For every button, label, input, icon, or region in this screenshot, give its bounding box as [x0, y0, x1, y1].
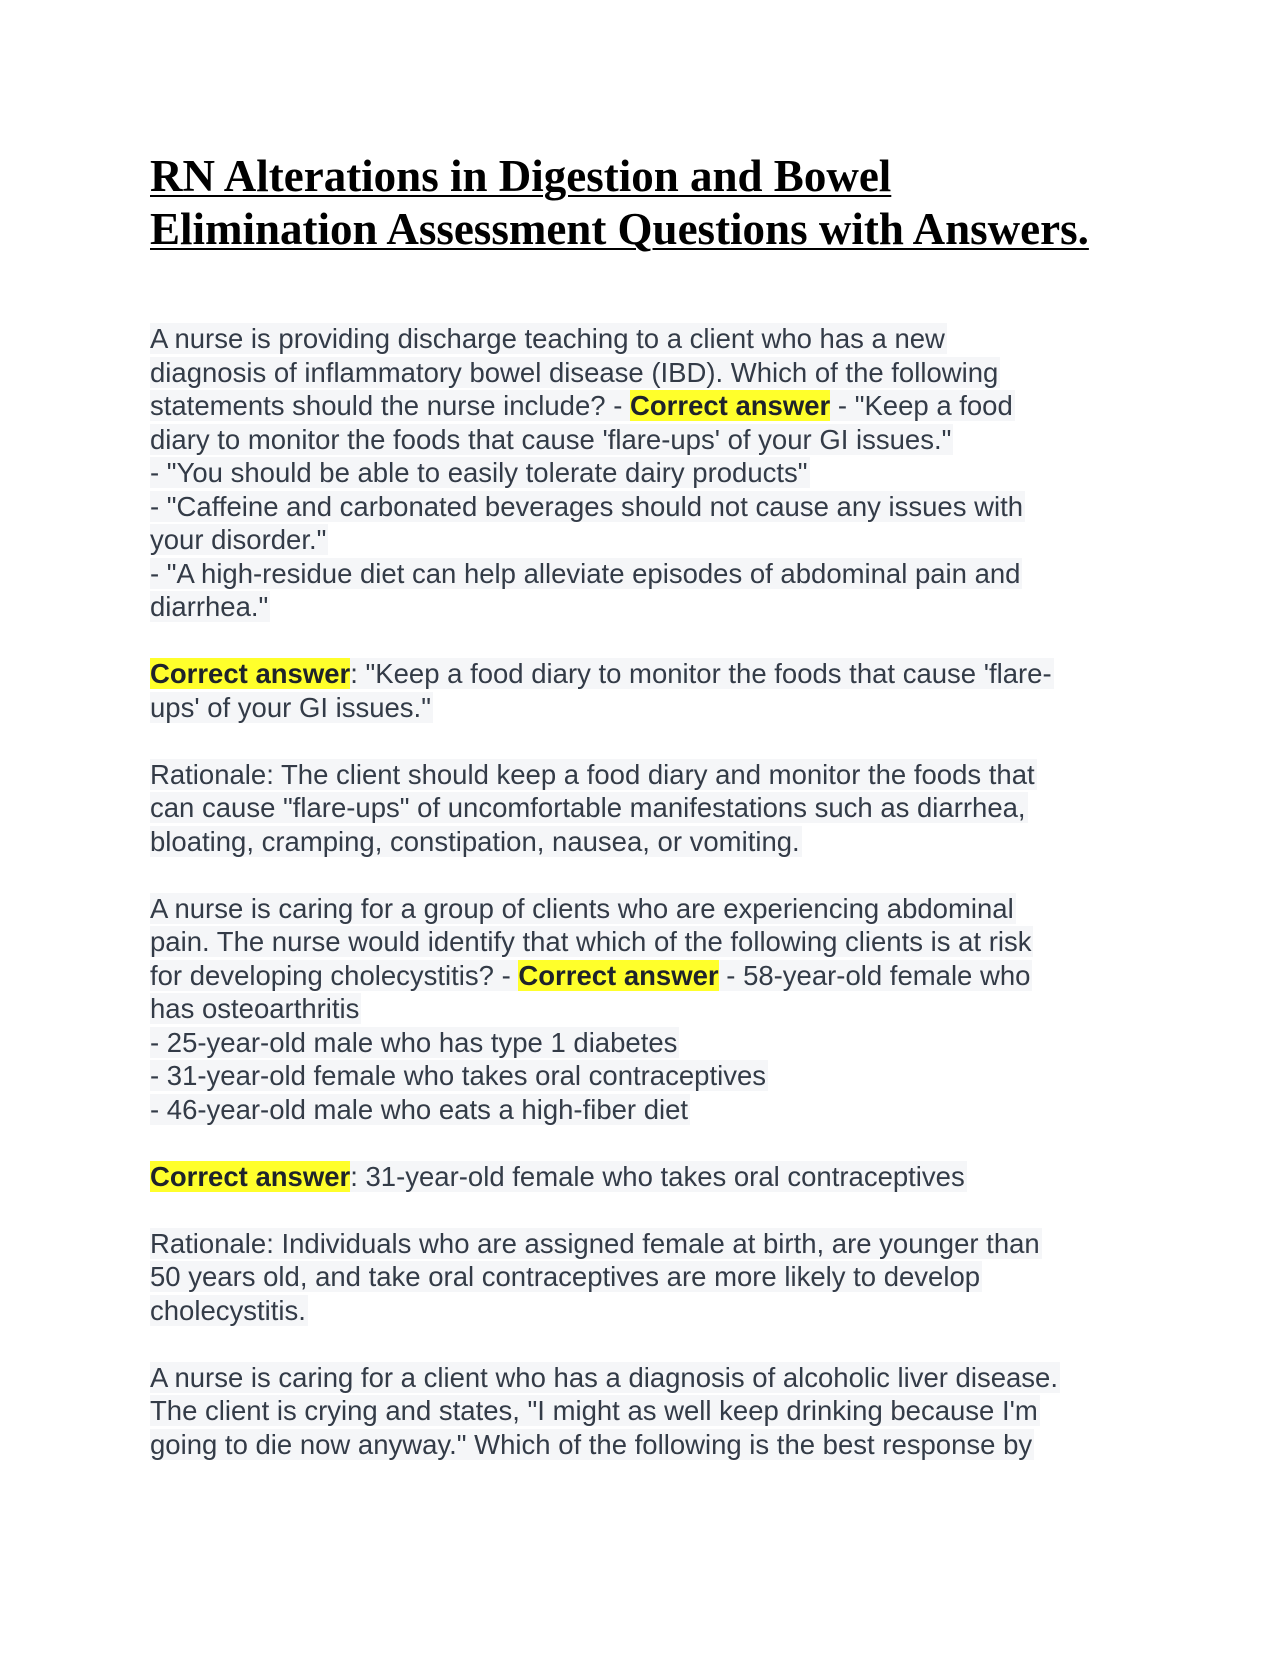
q1-answer [150, 657, 1150, 724]
correct-answer-highlight: Correct answer [630, 390, 831, 421]
rationale-line: Rationale: The client should keep a food diary and monitor the foods that [150, 758, 1035, 790]
q1-stem-line: diary to monitor the foods that cause 'flare-ups' of your GI issues." [150, 423, 952, 455]
q1-option: diarrhea." [150, 591, 269, 622]
q1-stem-line: A nurse is providing discharge teaching to a client who has a new [150, 323, 945, 354]
correct-answer-highlight: Correct answer [518, 959, 719, 991]
q1-answer-text: : "Keep a food diary to monitor the foods that cause 'flare- [350, 658, 1052, 689]
q1-stem-line: diagnosis of inflammatory bowel disease (IBD). Which of the following [150, 356, 999, 388]
q1-option: your disorder." [150, 524, 327, 555]
rationale-line: cholecystitis. [150, 1294, 306, 1326]
q1-stem-line: - "Keep a food [830, 390, 1013, 421]
rationale-line: bloating, cramping, constipation, nausea, or vomiting. [150, 825, 800, 857]
rationale-line: can cause "flare-ups" of uncomfortable manifestations such as diarrhea, [150, 792, 1026, 823]
q1-option: - "Caffeine and carbonated beverages should not cause any issues with [150, 490, 1024, 522]
q2-stem-line: pain. The nurse would identify that which of the following clients is at risk [150, 926, 1032, 957]
q2-stem-line: - 58-year-old female who [718, 959, 1031, 991]
q2-option: - 31-year-old female who takes oral contraceptives [150, 1060, 766, 1091]
q2-stem-line: for developing cholecystitis? - [150, 959, 519, 991]
q3-stem-line: The client is crying and states, "I might as well keep drinking because I'm [150, 1395, 1038, 1426]
q3-stem-line: going to die now anyway." Which of the following is the best response by [150, 1428, 1033, 1460]
q1-rationale [150, 758, 1150, 859]
document-title [150, 150, 1150, 256]
question-3 [150, 1361, 1150, 1462]
q1-answer-text: ups' of your GI issues." [150, 691, 431, 723]
question-1 [150, 322, 1150, 624]
document-body [150, 322, 1150, 1461]
question-2 [150, 892, 1150, 1127]
title-line-2: Elimination Assessment Questions with Answers. [150, 204, 1089, 254]
q1-option: - "A high-residue diet can help alleviate episodes of abdominal pain and [150, 557, 1021, 589]
rationale-line: 50 years old, and take oral contraceptives are more likely to develop [150, 1261, 981, 1292]
q1-option: - "You should be able to easily tolerate dairy products" [150, 457, 808, 488]
q2-stem-line: has osteoarthritis [150, 993, 360, 1024]
q2-rationale [150, 1227, 1150, 1328]
q2-stem-line: A nurse is caring for a group of clients who are experiencing abdominal [150, 892, 1014, 924]
q3-stem-line: A nurse is caring for a client who has a diagnosis of alcoholic liver disease. [150, 1361, 1058, 1393]
correct-answer-label: Correct answer [150, 658, 351, 689]
q2-answer-text: : 31-year-old female who takes oral contraceptives [350, 1160, 965, 1192]
q2-option: - 46-year-old male who eats a high-fiber diet [150, 1093, 689, 1125]
rationale-line: Rationale: Individuals who are assigned female at birth, are younger than [150, 1227, 1040, 1259]
correct-answer-label: Correct answer [150, 1160, 351, 1192]
title-line-1: RN Alterations in Digestion and Bowel [150, 151, 892, 201]
q2-answer [150, 1160, 1150, 1194]
q1-stem-line: statements should the nurse include? - [150, 390, 631, 421]
q2-option: - 25-year-old male who has type 1 diabetes [150, 1026, 678, 1058]
